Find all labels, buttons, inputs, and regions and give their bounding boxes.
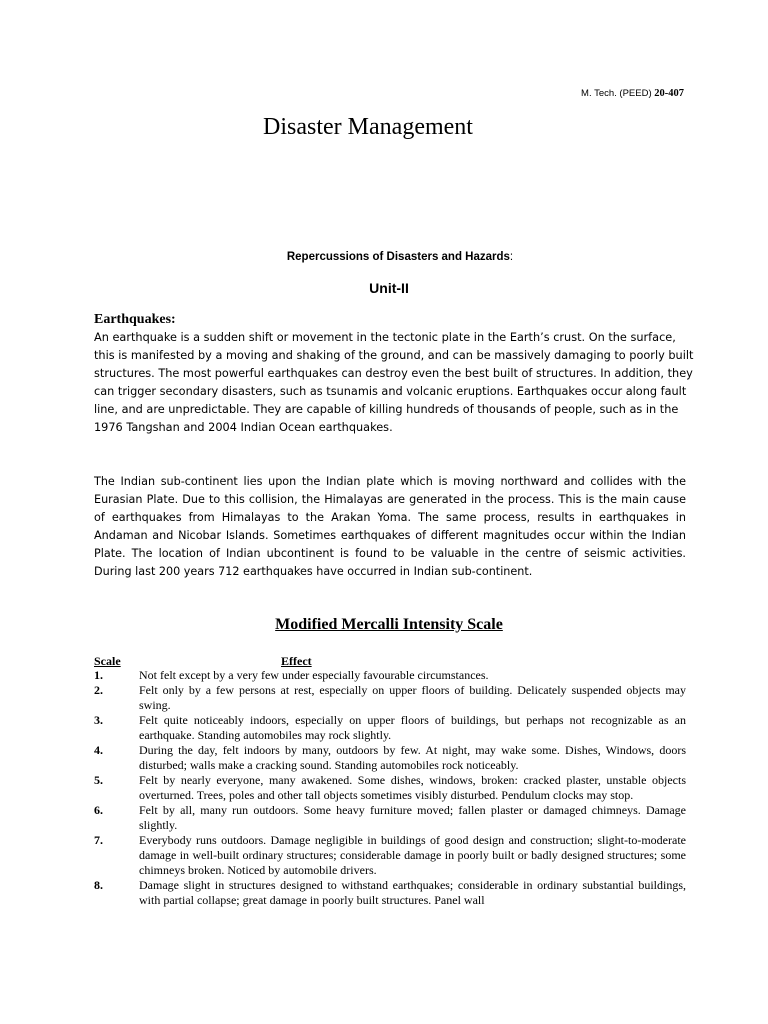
course-label: M. Tech. (PEED) [581, 88, 655, 99]
section-heading-text: Repercussions of Disasters and Hazards [286, 251, 510, 263]
scale-number: 2. [94, 683, 103, 697]
scale-row [94, 743, 686, 773]
scale-row [94, 683, 686, 713]
earthquakes-paragraph-2: The Indian sub-continent lies upon the Indian plate which is moving northward and collides with the Eurasian Plate. Due to this collision, the Himalayas are generated in the process. This is the main cause of earthquakes from Himalayas to the Arakan Yoma. The same process, results in earthquakes in Andaman and Nicobar Islands. Sometimes earthquakes of different magnitudes occur within the Indian Plate. The location of Indian ubcontinent is found to be valuable in the centre of seismic activities. During last 200 years 712 earthquakes have occurred in Indian sub-continent. [94, 475, 686, 579]
scale-row [94, 878, 686, 908]
scale-number: 7. [94, 833, 103, 847]
course-number: 20-407 [654, 88, 684, 99]
scale-number: 4. [94, 743, 103, 757]
scale-effect: Felt by all, many run outdoors. Some heavy furniture moved; fallen plaster or damaged chimneys. Damage slightly. [139, 803, 686, 832]
scale-row [94, 713, 686, 743]
effect-column-header: Effect [281, 654, 312, 668]
scale-number: 8. [94, 878, 103, 892]
scale-number: 5. [94, 773, 103, 787]
scale-table-header [94, 654, 686, 668]
scale-number: 1. [94, 668, 103, 682]
scale-list [94, 668, 686, 908]
scale-row [94, 773, 686, 803]
scale-number: 3. [94, 713, 103, 727]
scale-effect: Felt quite noticeably indoors, especially on upper floors of buildings, but perhaps not recognizable as an earthquake. Standing automobiles may rock slightly. [139, 713, 686, 742]
unit-heading: Unit-II [369, 280, 409, 296]
course-code [581, 88, 684, 99]
section-heading [0, 251, 768, 263]
scale-row [94, 668, 686, 683]
scale-column-header: Scale [94, 654, 121, 668]
scale-effect: Not felt except by a very few under especially favourable circumstances. [139, 668, 489, 682]
scale-effect: Felt by nearly everyone, many awakened. Some dishes, windows, broken: cracked plaster, unstable objects overturned. Trees, poles and other tall objects sometimes visibly disturbed. Pendulum clocks may stop. [139, 773, 686, 802]
scale-effect: During the day, felt indoors by many, outdoors by few. At night, may wake some. Dishes, Windows, doors disturbed; walls make a cracking sound. Standing automobiles rock noticeably. [139, 743, 686, 772]
scale-effect: Felt only by a few persons at rest, especially on upper floors of building. Delicately suspended objects may swing. [139, 683, 686, 712]
earthquakes-heading: Earthquakes: [94, 312, 176, 327]
scale-effect: Damage slight in structures designed to withstand earthquakes; considerable in ordinary substantial buildings, with partial collapse; great damage in poorly built structures. Panel wall [139, 878, 686, 907]
document-title: Disaster Management [263, 114, 473, 140]
scale-row [94, 833, 686, 878]
section-heading-colon: : [509, 251, 514, 263]
scale-effect: Everybody runs outdoors. Damage negligible in buildings of good design and construction; slight-to-moderate damage in well-built ordinary structures; considerable damage in poorly built or badly designed structures; some chimneys broken. Noticed by automobile drivers. [139, 833, 686, 877]
scale-number: 6. [94, 803, 103, 817]
scale-row [94, 803, 686, 833]
earthquakes-paragraph-1: An earthquake is a sudden shift or movement in the tectonic plate in the Earth’s crust. On the surface, this is manifested by a moving and shaking of the ground, and can be massively damaging to poorly built structures. The most powerful earthquakes can destroy even the best built of structures. In addition, they can trigger secondary disasters, such as tsunamis and volcanic eruptions. Earthquakes occur along fault line, and are unpredictable. They are capable of killing hundreds of thousands of people, such as in the 1976 Tangshan and 2004 Indian Ocean earthquakes. [94, 331, 694, 435]
mercalli-scale-title: Modified Mercalli Intensity Scale [275, 616, 503, 633]
